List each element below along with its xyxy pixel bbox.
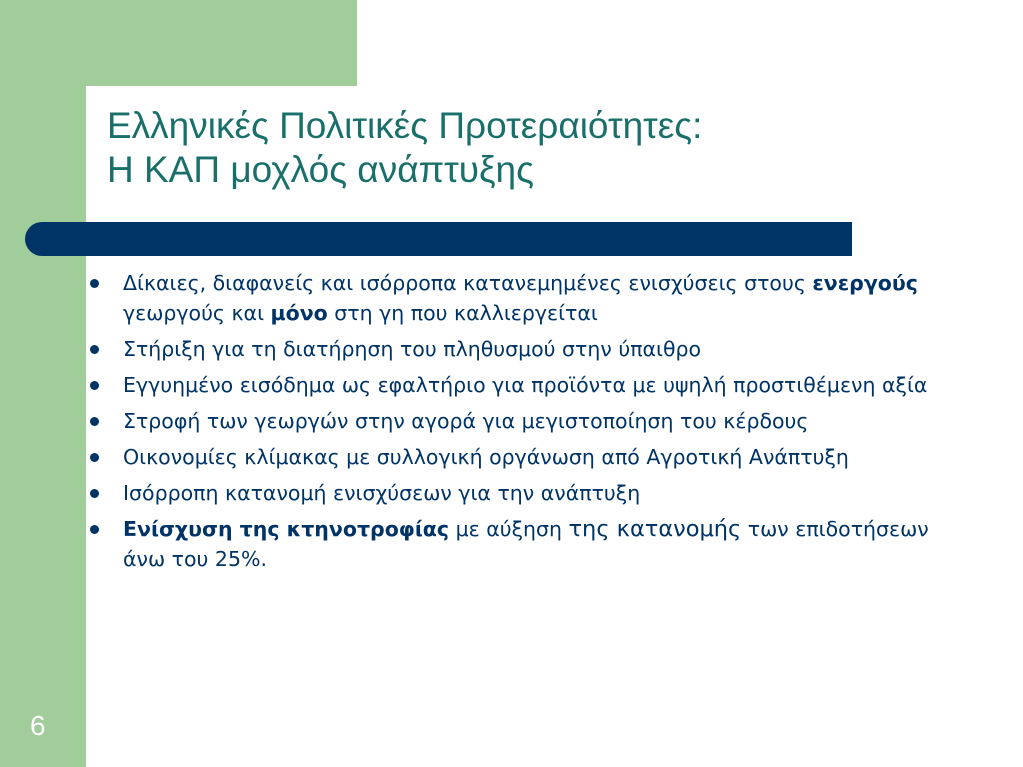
list-item-text [123,271,918,325]
bullet-dot-icon [90,489,99,498]
list-item [90,442,970,472]
list-item-text: Εγγυημένο εισόδημα ως εφαλτήριο για προϊόντα με υψηλή προστιθέμενη αξία [123,373,928,397]
list-item-text: Ισόρροπη κατανομή ενισχύσεων για την ανάπτυξη [123,481,641,505]
text-run: Δίκαιες, διαφανείς και ισόρροπα κατανεμημένες ενισχύσεις στους [123,271,813,295]
list-item [90,334,970,364]
sidebar-green-band [0,0,86,767]
list-item [90,406,970,436]
list-item-text: Στροφή των γεωργών στην αγορά για μεγιστοποίηση του κέρδους [123,409,809,433]
slide-page-number: 6 [30,710,46,741]
bullet-dot-icon [90,525,99,534]
bullet-dot-icon [90,345,99,354]
enlarged-text: της κατανομής [568,516,742,542]
text-run: στη γη που καλλιεργείται [327,301,598,325]
bold-text: μόνο [270,301,328,325]
text-run: γεωργούς και [123,301,271,325]
list-item [90,478,970,508]
text-run: με αύξηση [449,517,569,541]
list-item-text: Οικονομίες κλίμακας με συλλογική οργάνωση από Αγροτική Ανάπτυξη [123,445,849,469]
bold-text: ενεργούς [812,271,918,295]
text-run: των επιδοτήσεων άνω του 25%. [123,517,929,571]
bullet-list [90,268,970,580]
bullet-dot-icon [90,279,99,288]
title-line-2: Η ΚΑΠ μοχλός ανάπτυξης [107,149,534,190]
list-item-text: Στήριξη για τη διατήρηση του πληθυσμού στην ύπαιθρο [123,337,702,361]
bullet-dot-icon [90,453,99,462]
top-green-band [0,0,357,86]
bullet-dot-icon [90,417,99,426]
bold-text: Ενίσχυση της κτηνοτροφίας [123,517,450,541]
title-line-1: Ελληνικές Πολιτικές Προτεραιότητες: [107,105,703,146]
title-divider-bar [25,222,852,256]
list-item [90,268,970,328]
bullet-dot-icon [90,381,99,390]
list-item [90,514,970,574]
list-item [90,370,970,400]
list-item-text [123,517,929,571]
slide-title [107,104,702,192]
